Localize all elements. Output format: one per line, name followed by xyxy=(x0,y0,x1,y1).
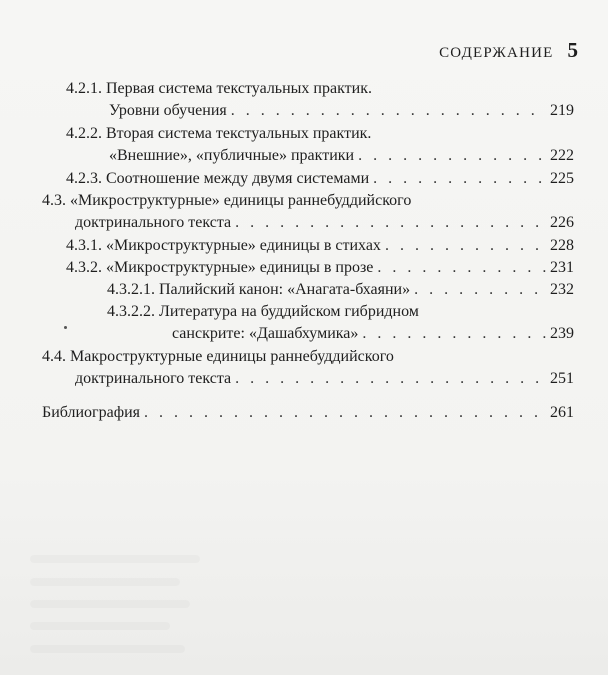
toc-entry-page: 219 xyxy=(550,102,574,119)
toc-entry-title-line: Соотношение между двумя системами xyxy=(106,170,370,187)
toc-entry-number: 4.4. xyxy=(42,348,66,365)
show-through xyxy=(30,645,185,653)
dot-leader xyxy=(385,235,546,257)
toc-entry-number: 4.3.2. xyxy=(66,259,102,276)
toc-entry-page: 225 xyxy=(550,170,574,187)
toc-entry-4-2-1[interactable] xyxy=(66,78,372,100)
toc-entry-page: 228 xyxy=(550,237,574,254)
toc-entry-number: 4.3. xyxy=(42,192,66,209)
dot-leader xyxy=(235,368,546,390)
toc-entry-title-line: Первая система текстуальных практик. xyxy=(106,80,372,97)
running-head xyxy=(439,38,578,63)
toc-entry-4-3-2-1[interactable] xyxy=(107,279,574,301)
toc-entry-4-2-2-leader[interactable] xyxy=(109,145,574,167)
toc-entry-title-line: Макроструктурные единицы раннебуддийского xyxy=(70,348,394,365)
toc-entry-title-line: доктринального текста xyxy=(75,214,232,231)
dot-leader xyxy=(144,402,546,424)
toc-entry-title-line: Палийский канон: «Анагата-бхаяни» xyxy=(159,281,411,298)
toc-entry-title-line: доктринального текста xyxy=(75,370,232,387)
toc-entry-number: 4.2.1. xyxy=(66,80,102,97)
dot-leader xyxy=(373,168,546,190)
toc-entry-title-line: Библиография xyxy=(42,404,140,421)
toc-entry-page: 239 xyxy=(550,325,574,342)
toc-entry-page: 261 xyxy=(550,404,574,421)
toc-entry-title-line: санскрите: «Дашабхумика» xyxy=(172,325,359,342)
toc-entry-number: 4.3.1. xyxy=(66,237,102,254)
toc-entry-page: 231 xyxy=(550,259,574,276)
toc-entry-title-line: Литература на буддийском гибридном xyxy=(159,303,419,320)
toc-entry-page: 226 xyxy=(550,214,574,231)
page-number: 5 xyxy=(567,38,578,62)
toc-entry-number: 4.3.2.2. xyxy=(107,303,155,320)
toc-entry-4-3-1[interactable] xyxy=(66,235,574,257)
toc-entry-number: 4.3.2.1. xyxy=(107,281,155,298)
toc-entry-4-2-2[interactable] xyxy=(66,123,371,145)
toc-entry-title-line: «Микроструктурные» единицы в стихах xyxy=(106,237,381,254)
toc-entry-4-2-3[interactable] xyxy=(66,168,574,190)
toc-entry-4-3-2[interactable] xyxy=(66,257,574,279)
running-head-title: СОДЕРЖАНИЕ xyxy=(439,45,554,61)
show-through xyxy=(30,600,190,608)
dot-leader xyxy=(362,323,546,345)
toc-entry-page: 222 xyxy=(550,147,574,164)
dot-leader xyxy=(235,212,546,234)
show-through xyxy=(30,578,180,586)
dot-leader xyxy=(377,257,546,279)
toc-entry-4-2-1-leader[interactable] xyxy=(109,100,574,122)
toc-entry-page: 232 xyxy=(550,281,574,298)
show-through xyxy=(30,622,170,630)
toc-entry-4-4-leader[interactable] xyxy=(75,368,574,390)
toc-entry-4-4[interactable] xyxy=(42,346,394,368)
toc-entry-bibliography[interactable] xyxy=(42,402,574,424)
toc-entry-4-3-2-2[interactable] xyxy=(107,301,419,323)
toc-entry-number: 4.2.3. xyxy=(66,170,102,187)
toc-entry-number: 4.2.2. xyxy=(66,125,102,142)
dot-leader xyxy=(414,279,546,301)
print-speck xyxy=(64,326,67,329)
toc-entry-title-line: Вторая система текстуальных практик. xyxy=(106,125,372,142)
toc-entry-page: 251 xyxy=(550,370,574,387)
toc-entry-4-3-leader[interactable] xyxy=(75,212,574,234)
show-through xyxy=(30,555,200,563)
toc-entry-4-3[interactable] xyxy=(42,190,411,212)
toc-entry-title-line: «Внешние», «публичные» практики xyxy=(109,147,355,164)
toc-entry-title-line: «Микроструктурные» единицы в прозе xyxy=(106,259,374,276)
dot-leader xyxy=(231,100,546,122)
toc-entry-title-line: «Микроструктурные» единицы раннебуддийского xyxy=(70,192,412,209)
toc-entry-4-3-2-2-leader[interactable] xyxy=(172,323,574,345)
dot-leader xyxy=(358,145,546,167)
toc-entry-title-line: Уровни обучения xyxy=(109,102,227,119)
